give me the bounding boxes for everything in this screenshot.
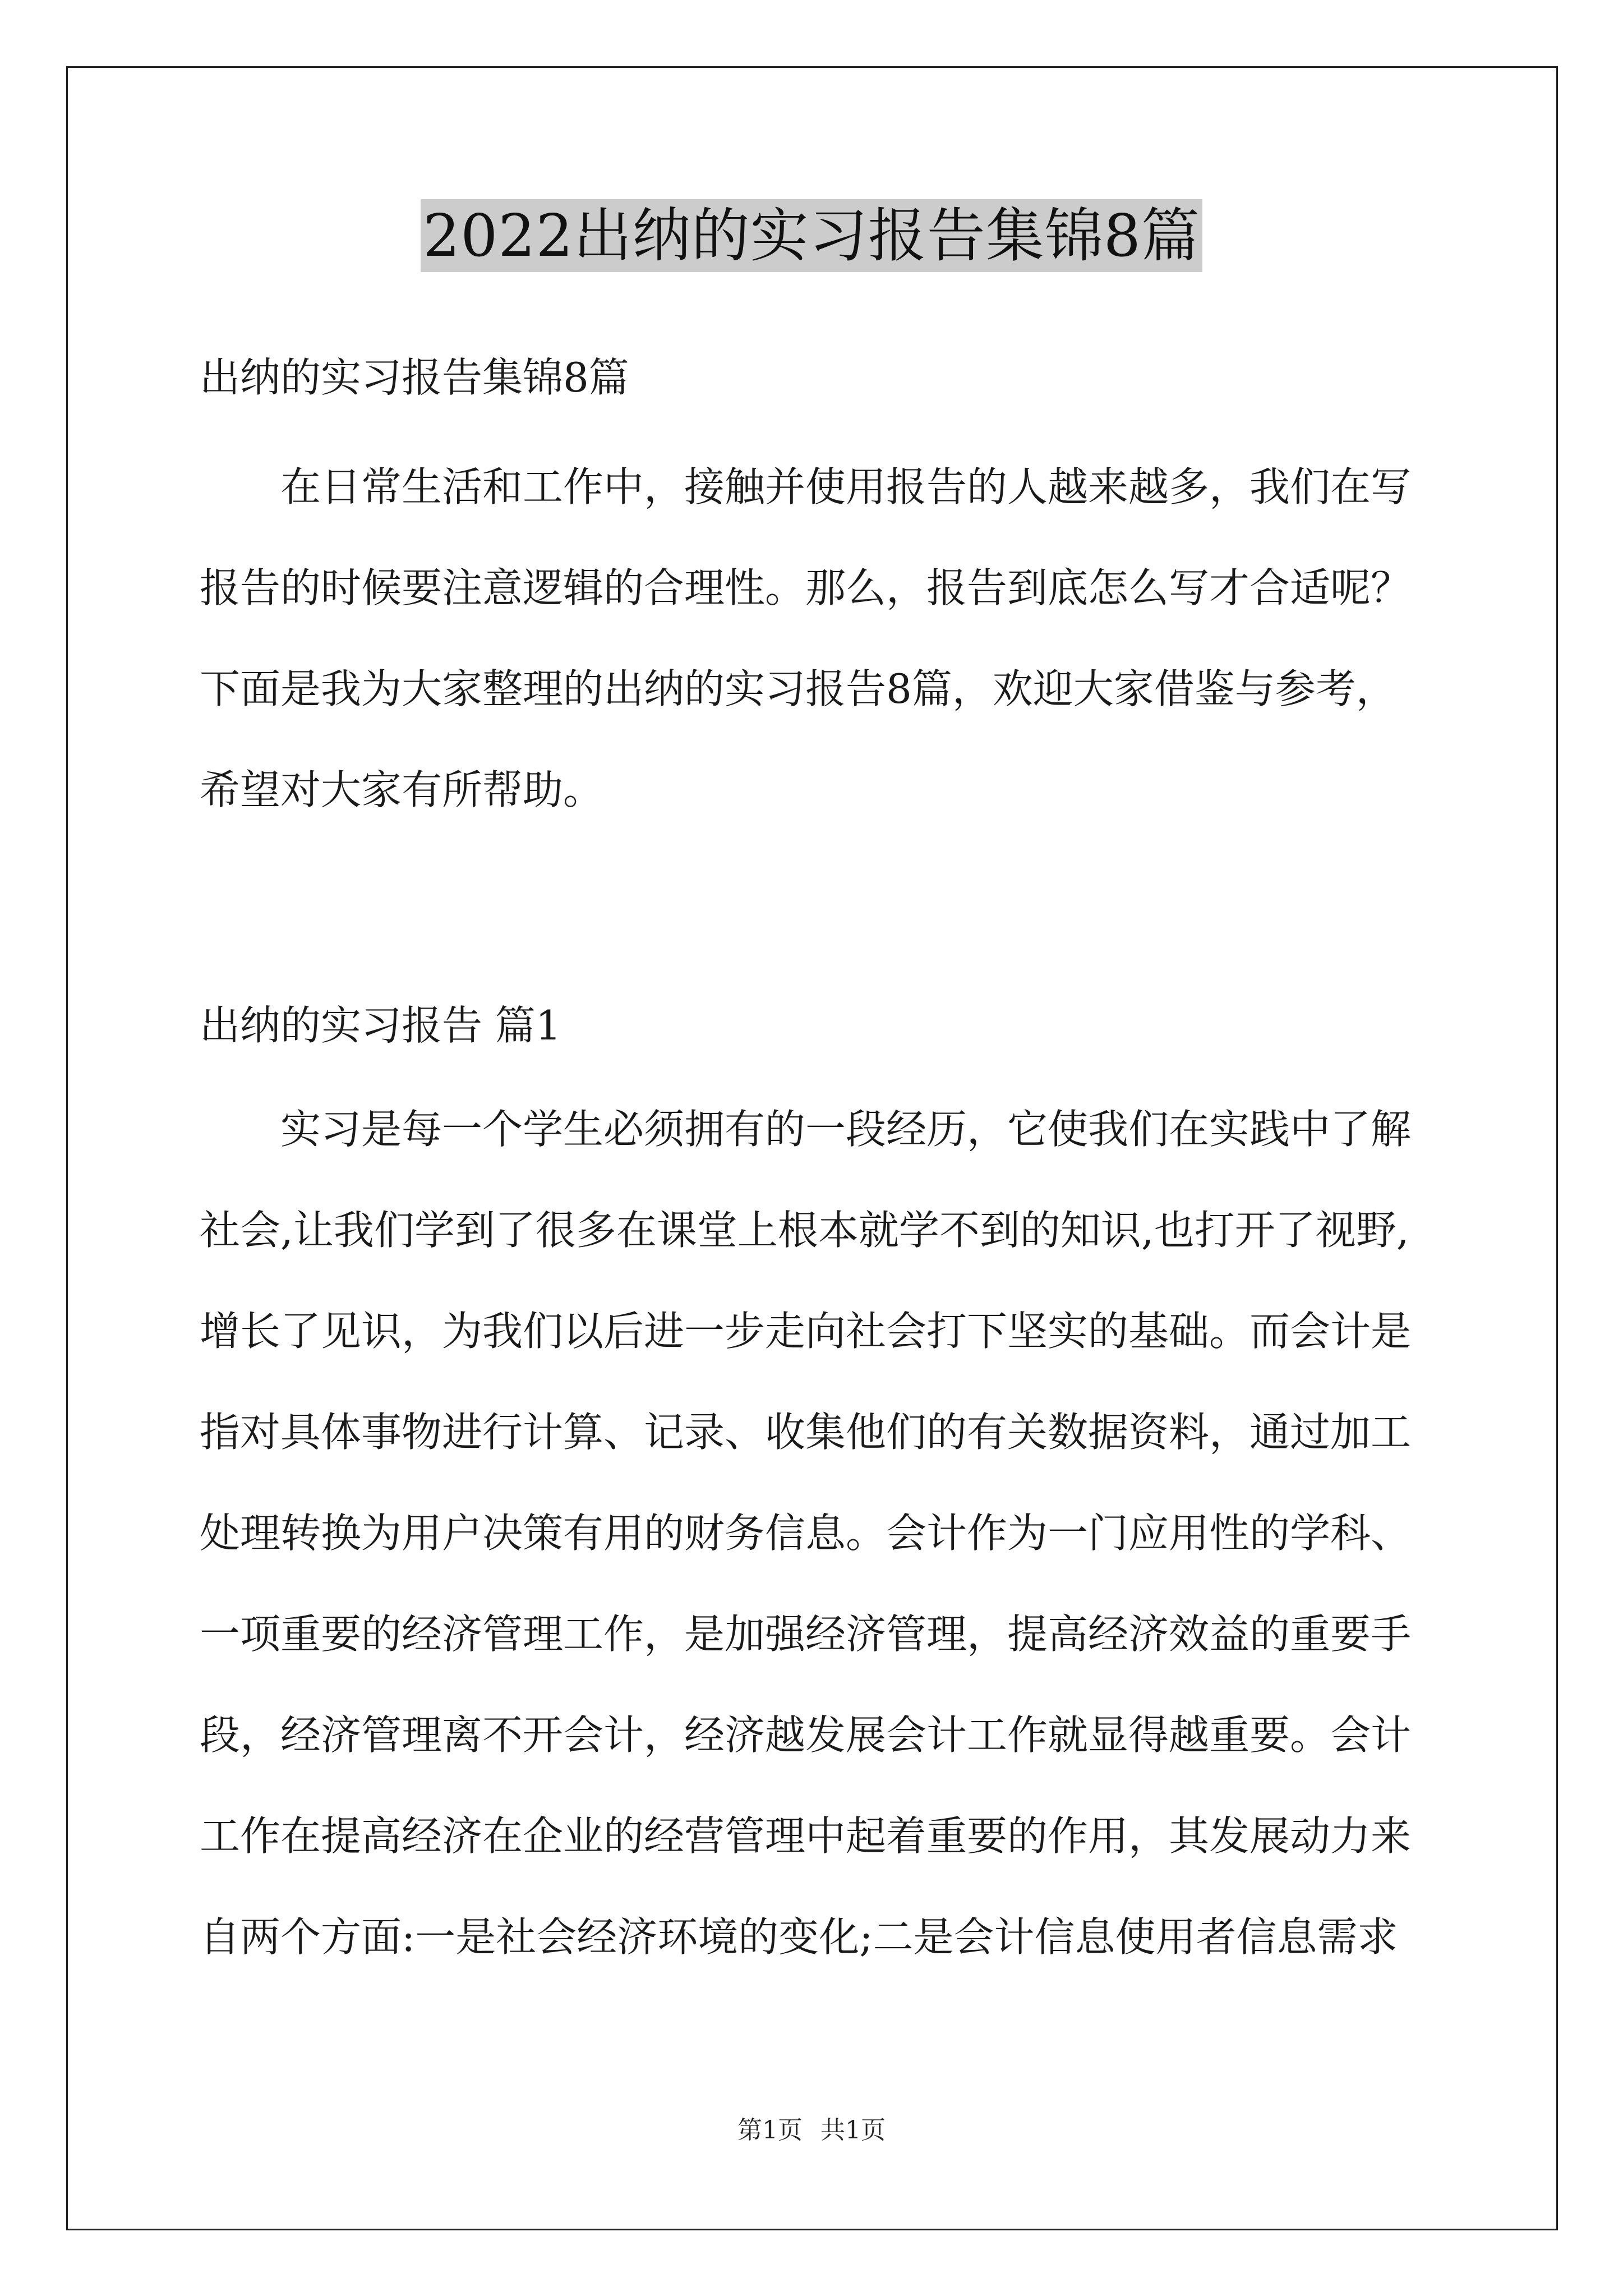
intro-line: 在日常生活和工作中，接触并使用报告的人越来越多，我们在写 xyxy=(200,463,1412,510)
document-subtitle: 出纳的实习报告集锦8篇 xyxy=(200,354,629,401)
title-container xyxy=(0,199,1623,272)
body-line: 实习是每一个学生必须拥有的一段经历，它使我们在实践中了解 xyxy=(200,1106,1412,1153)
page-number: 第1页 xyxy=(737,2116,803,2145)
body-line: 增长了见识，为我们以后进一步走向社会打下坚实的基础。而会计是 xyxy=(200,1308,1412,1355)
body-line: 一项重要的经济管理工作，是加强经济管理，提高经济效益的重要手 xyxy=(200,1611,1412,1658)
intro-line: 下面是我为大家整理的出纳的实习报告8篇，欢迎大家借鉴与参考， xyxy=(200,665,1396,712)
intro-line: 报告的时候要注意逻辑的合理性。那么，报告到底怎么写才合适呢？ xyxy=(200,564,1412,611)
body-line: 处理转换为用户决策有用的财务信息。会计作为一门应用性的学科、 xyxy=(200,1510,1412,1557)
body-line: 指对具体事物进行计算、记录、收集他们的有关数据资料，通过加工 xyxy=(200,1409,1412,1456)
section-heading: 出纳的实习报告 篇1 xyxy=(200,1002,561,1049)
body-line: 段，经济管理离不开会计，经济越发展会计工作就显得越重要。会计 xyxy=(200,1711,1412,1759)
page-total: 共1页 xyxy=(820,2116,886,2145)
intro-line: 希望对大家有所帮助。 xyxy=(200,766,604,813)
body-line: 自两个方面:一是社会经济环境的变化;二是会计信息使用者信息需求 xyxy=(200,1913,1398,1961)
body-line: 工作在提高经济在企业的经营管理中起着重要的作用，其发展动力来 xyxy=(200,1812,1412,1860)
document-title: 2022出纳的实习报告集锦8篇 xyxy=(421,199,1202,272)
page-footer xyxy=(0,2115,1623,2146)
body-line: 社会,让我们学到了很多在课堂上根本就学不到的知识,也打开了视野, xyxy=(200,1207,1409,1254)
